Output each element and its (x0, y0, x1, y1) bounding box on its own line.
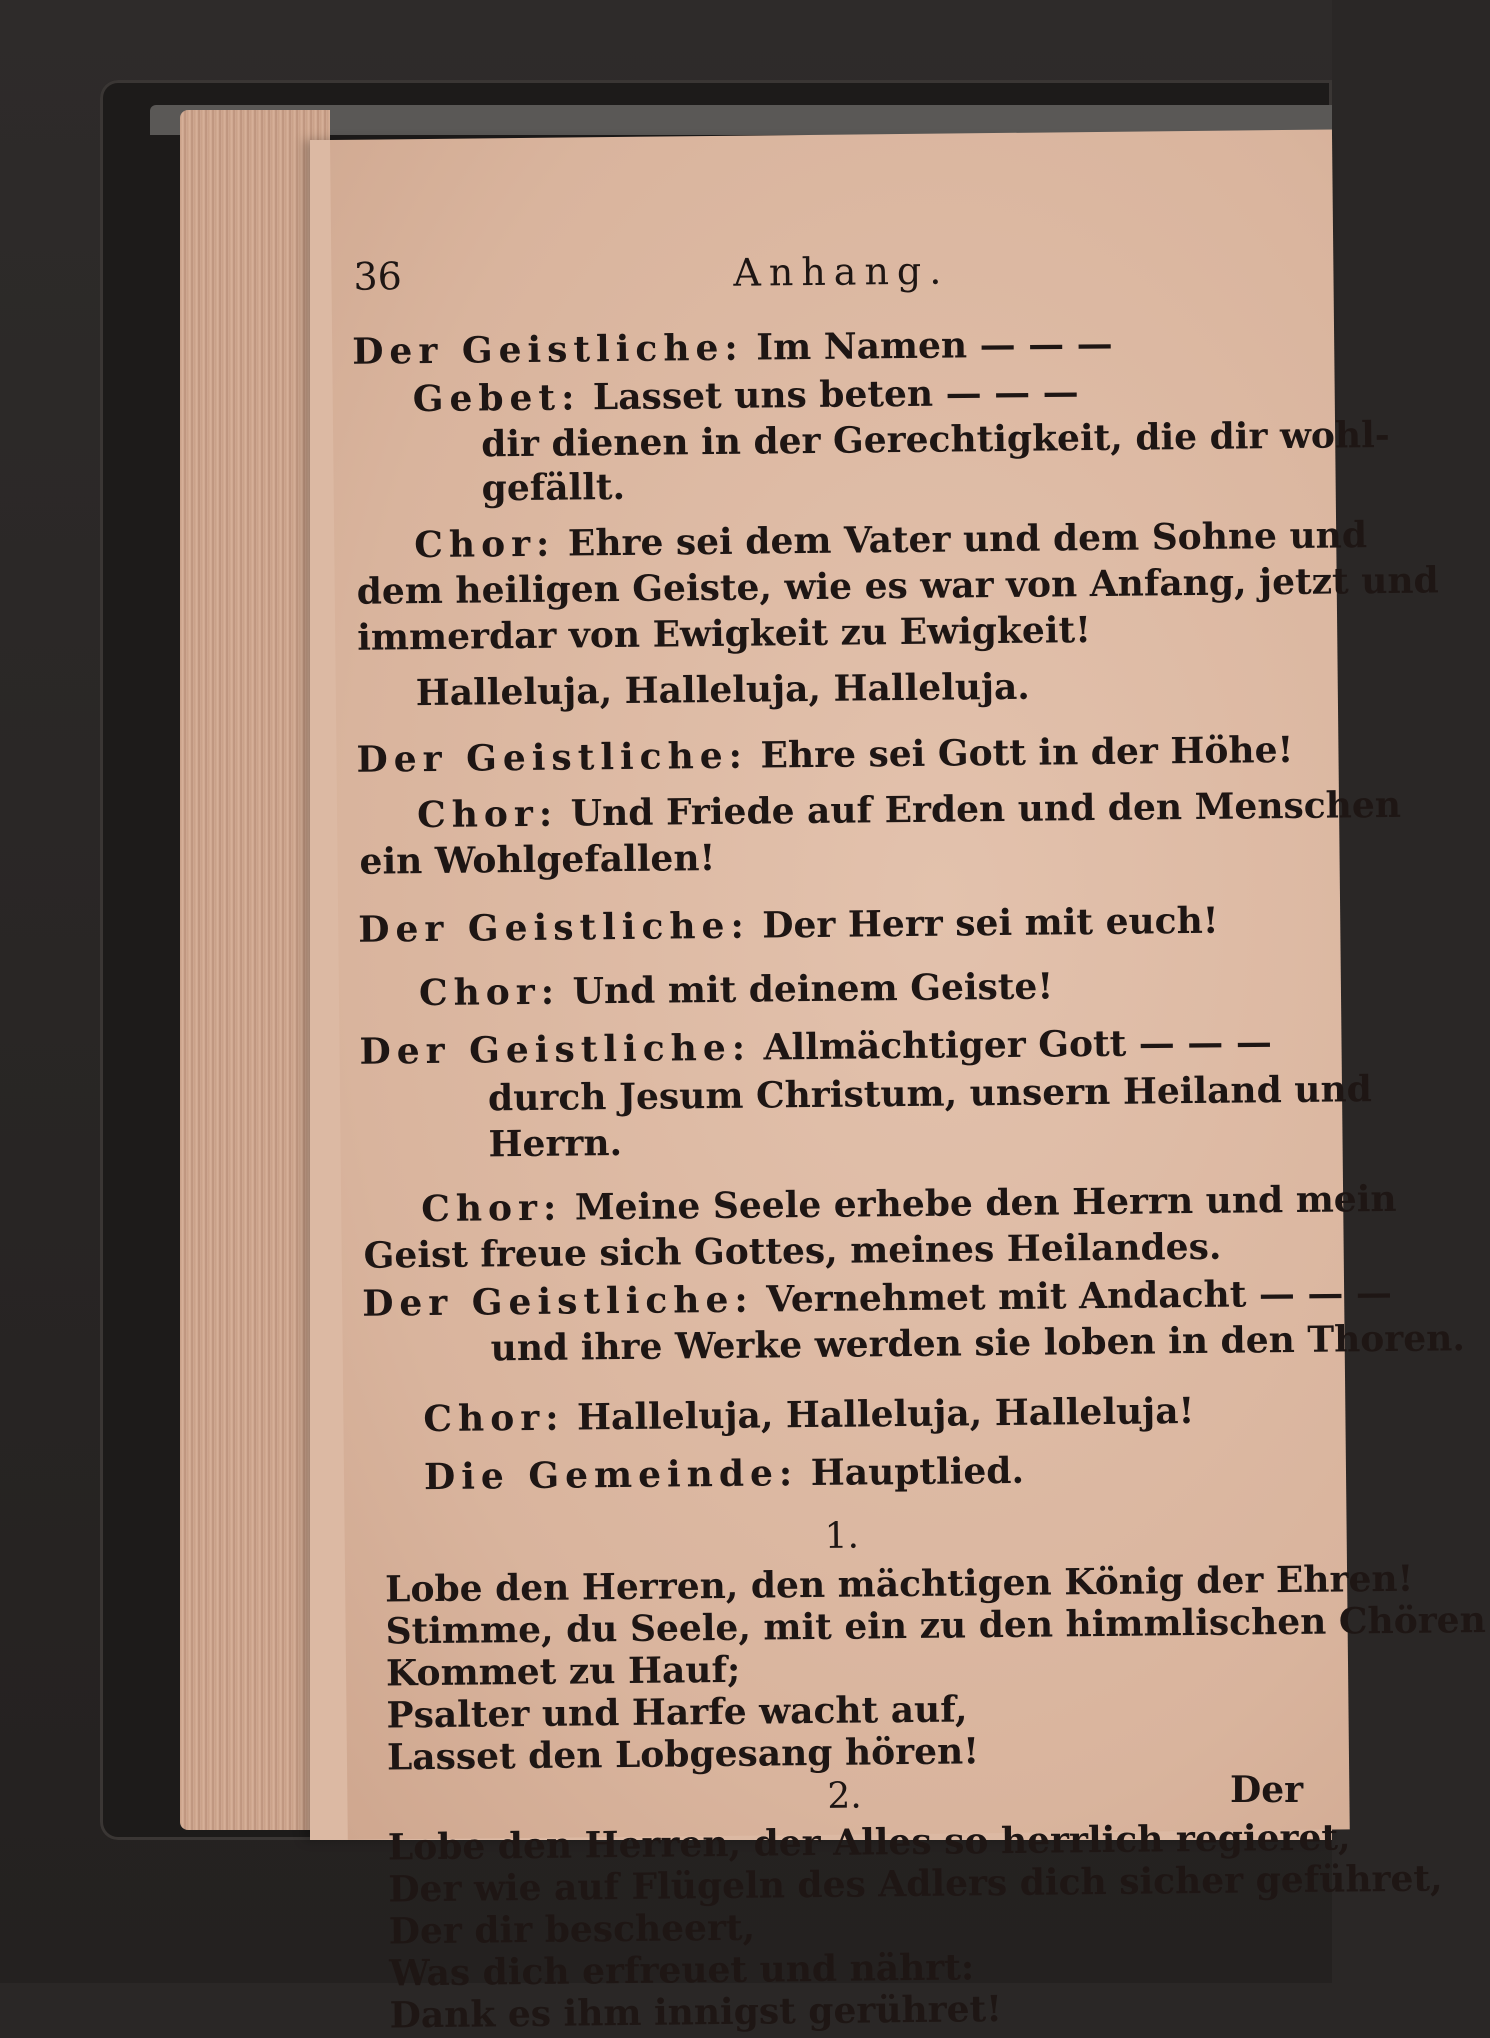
speaker-label: Der Geistliche: (359, 1026, 752, 1073)
page-number: 36 (353, 254, 403, 299)
line-text: Der Herr sei mit euch! (762, 899, 1219, 947)
liturgy-line (424, 1449, 1024, 1499)
verse-number: 1. (824, 1515, 860, 1557)
liturgy-line: Halleluja, Halleluja, Halleluja. (415, 665, 1031, 715)
line-text: Im Namen — — — (756, 322, 1113, 369)
liturgy-line (412, 370, 1078, 421)
verse-number: 2. (827, 1775, 862, 1817)
line-text: Meine Seele erhebe den Herrn und mein (574, 1177, 1397, 1229)
catchword: Der (1230, 1769, 1304, 1811)
speaker-label: Der Geistliche: (351, 326, 744, 373)
liturgy-line: und ihre Werke werden sie loben in den Thoren. (490, 1317, 1466, 1370)
liturgy-line: gefällt. (481, 465, 626, 510)
liturgy-line: dem heiligen Geiste, wie es war von Anfang, jetzt und (356, 559, 1439, 613)
speaker-label: Der Geistliche: (358, 904, 750, 951)
liturgy-line: dir dienen in der Gerechtigkeit, die dir wohl- (480, 413, 1390, 466)
speaker-label: Der Geistliche: (361, 1278, 754, 1325)
liturgy-line (421, 1177, 1397, 1231)
speaker-label: Chor: (416, 792, 559, 837)
speaker-label: Chor: (414, 522, 556, 567)
speaker-label: Chor: (423, 1396, 565, 1441)
liturgy-line (356, 728, 1293, 782)
liturgy-line (358, 899, 1219, 952)
line-text: Ehre sei dem Vater und dem Sohne und (567, 514, 1368, 565)
hymn-line: Lobe den Herren, der Alles so herrlich regieret, (387, 1816, 1351, 1869)
liturgy-line: Herrn. (488, 1121, 623, 1166)
book-page (310, 140, 1486, 2037)
hymn-line: Was dich erfreuet und nährt: (388, 1946, 975, 1995)
liturgy-line (359, 1020, 1272, 1074)
hymn-line: Kommet zu Hauf; (385, 1648, 741, 1695)
page-title: Anhang. (733, 248, 950, 295)
line-text: Ehre sei Gott in der Höhe! (760, 728, 1294, 777)
liturgy-line (417, 783, 1401, 837)
hymn-line: Der dir bescheert, (388, 1906, 756, 1953)
liturgy-line (419, 964, 1054, 1015)
hymn-line: Psalter und Harfe wacht auf, (386, 1688, 968, 1737)
liturgy-line: immerdar von Ewigkeit zu Ewigkeit! (356, 609, 1092, 659)
line-text: Halleluja, Halleluja, Halleluja! (576, 1390, 1195, 1439)
liturgy-line: durch Jesum Christum, unsern Heiland und (487, 1068, 1373, 1120)
speaker-label: Chor: (420, 1186, 563, 1231)
page-text-area (330, 130, 1486, 2037)
speaker-label: Gebet: (412, 376, 581, 421)
speaker-label: Die Gemeinde: (423, 1452, 799, 1499)
line-text: Lasset uns beten — — — (592, 371, 1079, 419)
liturgy-line: Geist freue sich Gottes, meines Heilandes. (363, 1225, 1222, 1277)
line-text: Vernehmet mit Andacht — — — (765, 1271, 1393, 1321)
liturgy-line (352, 322, 1113, 374)
page-stack (180, 110, 330, 1830)
speaker-label: Chor: (418, 970, 561, 1015)
liturgy-line (423, 1389, 1194, 1441)
line-text: Hauptlied. (810, 1449, 1025, 1495)
speaker-label: Der Geistliche: (356, 734, 749, 781)
hymn-line: Stimme, du Seele, mit ein zu den himmlischen Chören (385, 1598, 1486, 1653)
hymn-line: Lobe den Herren, den mächtigen König der Ehren! (384, 1557, 1414, 1611)
line-text: Und mit deinem Geiste! (572, 965, 1054, 1013)
liturgy-line (362, 1271, 1392, 1326)
liturgy-line: ein Wohlgefallen! (359, 837, 716, 883)
hymn-line: Lasset den Lobgesang hören! (386, 1730, 980, 1779)
hymn-line: Der wie auf Flügeln des Adlers dich sicher geführet, (388, 1857, 1443, 1911)
line-text: Allmächtiger Gott — — — (763, 1021, 1273, 1069)
line-text: Und Friede auf Erden und den Menschen (570, 783, 1402, 835)
hymn-line: Dank es ihm innigst gerühret! (389, 1988, 1003, 2037)
liturgy-line (414, 513, 1367, 567)
